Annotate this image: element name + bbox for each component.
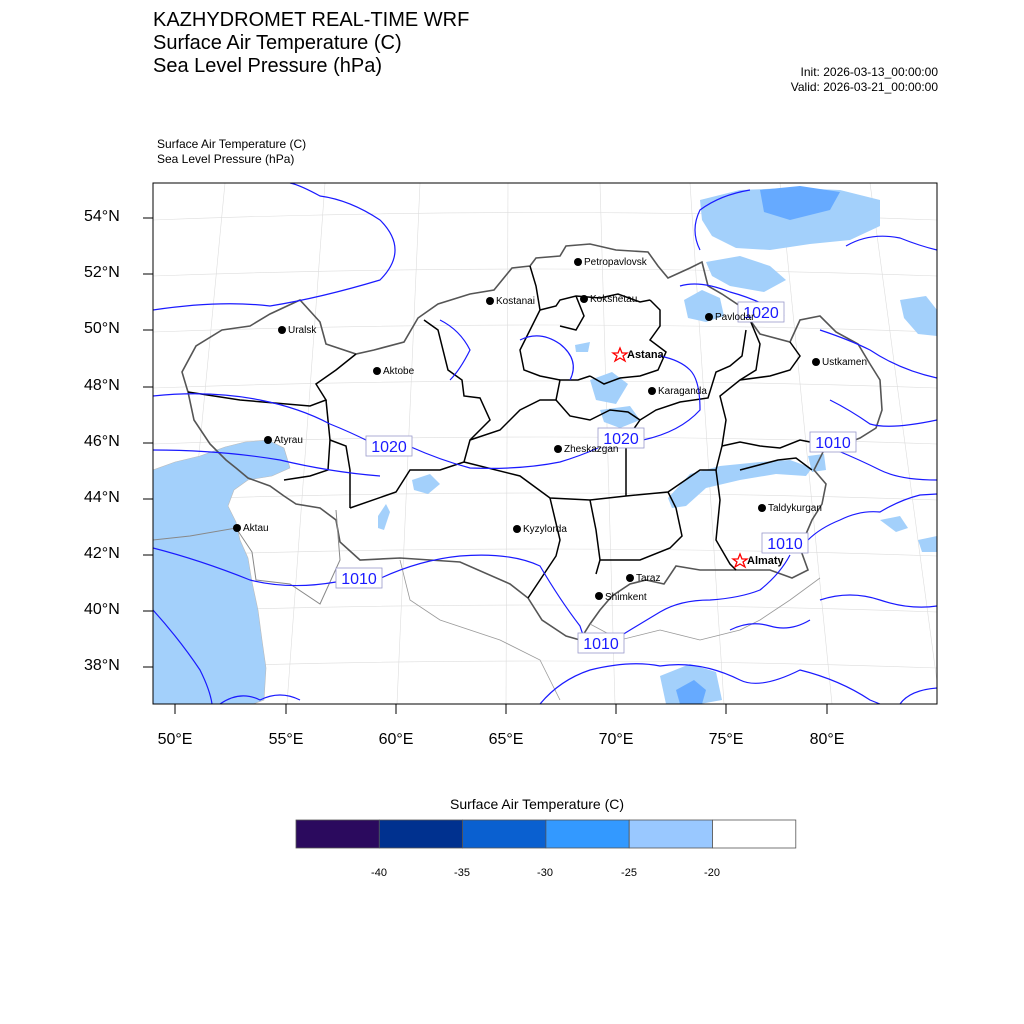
city-uralsk[interactable] bbox=[278, 325, 317, 336]
city-astana[interactable] bbox=[613, 348, 665, 361]
cold-patch bbox=[706, 256, 786, 292]
cold-patch bbox=[575, 342, 590, 352]
lat-label: 38°N bbox=[84, 657, 120, 674]
map-subtitle-2: Sea Level Pressure (hPa) bbox=[157, 152, 295, 166]
svg-text:Taldykurgan: Taldykurgan bbox=[768, 503, 822, 514]
colorbar-label: -30 bbox=[537, 867, 553, 879]
city-karaganda[interactable] bbox=[648, 386, 707, 397]
colorbar bbox=[0, 818, 1024, 878]
colorbar-box bbox=[296, 820, 379, 848]
cold-patch bbox=[590, 372, 628, 404]
svg-text:Kostanai: Kostanai bbox=[496, 296, 535, 307]
colorbar-box bbox=[463, 820, 546, 848]
svg-text:Ustkamen: Ustkamen bbox=[822, 357, 868, 368]
svg-text:Kokshetau: Kokshetau bbox=[590, 294, 638, 305]
valid-time: Valid: 2026-03-21_00:00:00 bbox=[790, 80, 938, 94]
isobar-label bbox=[578, 633, 624, 653]
capital-star-icon bbox=[733, 554, 747, 567]
colorbar-box bbox=[713, 820, 796, 848]
isobar-label bbox=[810, 432, 856, 452]
city-kyzylorda[interactable] bbox=[513, 524, 567, 535]
svg-text:Zheskazgan: Zheskazgan bbox=[564, 444, 619, 455]
colorbar-boxes bbox=[296, 820, 796, 848]
cold-patch bbox=[600, 406, 640, 428]
cold-patch bbox=[412, 474, 440, 494]
map-title-variable-2: Sea Level Pressure (hPa) bbox=[153, 55, 383, 77]
isobar-label bbox=[366, 436, 412, 456]
svg-text:Taraz: Taraz bbox=[636, 573, 661, 584]
colorbar-label: -25 bbox=[621, 867, 637, 879]
city-ustkamen[interactable] bbox=[812, 357, 867, 368]
lon-label: 75°E bbox=[708, 731, 744, 748]
svg-text:Petropavlovsk: Petropavlovsk bbox=[584, 257, 647, 268]
lat-label: 48°N bbox=[84, 377, 120, 394]
lat-label: 46°N bbox=[84, 433, 120, 450]
map-subtitle-1: Surface Air Temperature (C) bbox=[157, 137, 307, 151]
lon-label: 70°E bbox=[598, 731, 634, 748]
lat-label: 44°N bbox=[84, 489, 120, 506]
svg-text:1010: 1010 bbox=[815, 435, 851, 452]
colorbar-title: Surface Air Temperature (C) bbox=[450, 796, 625, 812]
colorbar-box bbox=[379, 820, 462, 848]
svg-text:1010: 1010 bbox=[767, 536, 803, 553]
aral-sea bbox=[378, 504, 390, 530]
svg-text:1020: 1020 bbox=[371, 439, 407, 456]
city-almaty[interactable] bbox=[733, 554, 785, 567]
colorbar-box bbox=[546, 820, 629, 848]
svg-text:Pavlodar: Pavlodar bbox=[715, 312, 755, 323]
lat-label: 52°N bbox=[84, 264, 120, 281]
colorbar-box bbox=[629, 820, 712, 848]
lon-label: 60°E bbox=[378, 731, 414, 748]
svg-text:Kyzylorda: Kyzylorda bbox=[523, 524, 567, 535]
lat-label: 42°N bbox=[84, 545, 120, 562]
colorbar-label: -40 bbox=[371, 867, 387, 879]
cold-patch bbox=[918, 536, 937, 552]
isobar-label bbox=[336, 568, 382, 588]
lon-label: 80°E bbox=[809, 731, 845, 748]
city-kostanai[interactable] bbox=[486, 296, 535, 307]
city-aktobe[interactable] bbox=[373, 366, 415, 377]
city-shimkent[interactable] bbox=[595, 592, 647, 603]
colorbar-label: -20 bbox=[704, 867, 720, 879]
svg-text:Karaganda: Karaganda bbox=[658, 386, 707, 397]
isobar-labels bbox=[336, 302, 856, 653]
lat-label: 40°N bbox=[84, 601, 120, 618]
svg-text:1010: 1010 bbox=[583, 636, 619, 653]
svg-text:1020: 1020 bbox=[743, 305, 779, 322]
svg-text:Almaty: Almaty bbox=[747, 555, 784, 567]
isobar-label bbox=[762, 533, 808, 553]
svg-text:Shimkent: Shimkent bbox=[605, 592, 647, 603]
map-title: KAZHYDROMET REAL-TIME WRF bbox=[153, 9, 470, 31]
svg-text:Aktobe: Aktobe bbox=[383, 366, 415, 377]
lat-label: 54°N bbox=[84, 208, 120, 225]
city-taldykurgan[interactable] bbox=[758, 503, 822, 514]
balkhash-lake bbox=[668, 460, 812, 508]
city-petropavlovsk[interactable] bbox=[574, 257, 648, 268]
map-title-variable-1: Surface Air Temperature (C) bbox=[153, 32, 402, 54]
capital-star-icon bbox=[613, 348, 627, 361]
svg-text:Uralsk: Uralsk bbox=[288, 325, 317, 336]
lon-label: 65°E bbox=[488, 731, 524, 748]
cold-patch bbox=[880, 516, 908, 532]
svg-text:Astana: Astana bbox=[627, 349, 664, 361]
svg-text:Aktau: Aktau bbox=[243, 523, 269, 534]
svg-text:1010: 1010 bbox=[341, 571, 377, 588]
svg-text:Atyrau: Atyrau bbox=[274, 435, 303, 446]
city-kokshetau[interactable] bbox=[580, 294, 637, 305]
lon-label: 55°E bbox=[268, 731, 304, 748]
lat-label: 50°N bbox=[84, 320, 120, 337]
city-zheskazgan[interactable] bbox=[554, 444, 618, 455]
init-time: Init: 2026-03-13_00:00:00 bbox=[800, 65, 938, 79]
neighbour-border bbox=[400, 560, 560, 700]
colorbar-label: -35 bbox=[454, 867, 470, 879]
cold-patch bbox=[900, 296, 937, 336]
lon-label: 50°E bbox=[157, 731, 193, 748]
city-taraz[interactable] bbox=[626, 573, 660, 584]
svg-text:1020: 1020 bbox=[603, 431, 639, 448]
